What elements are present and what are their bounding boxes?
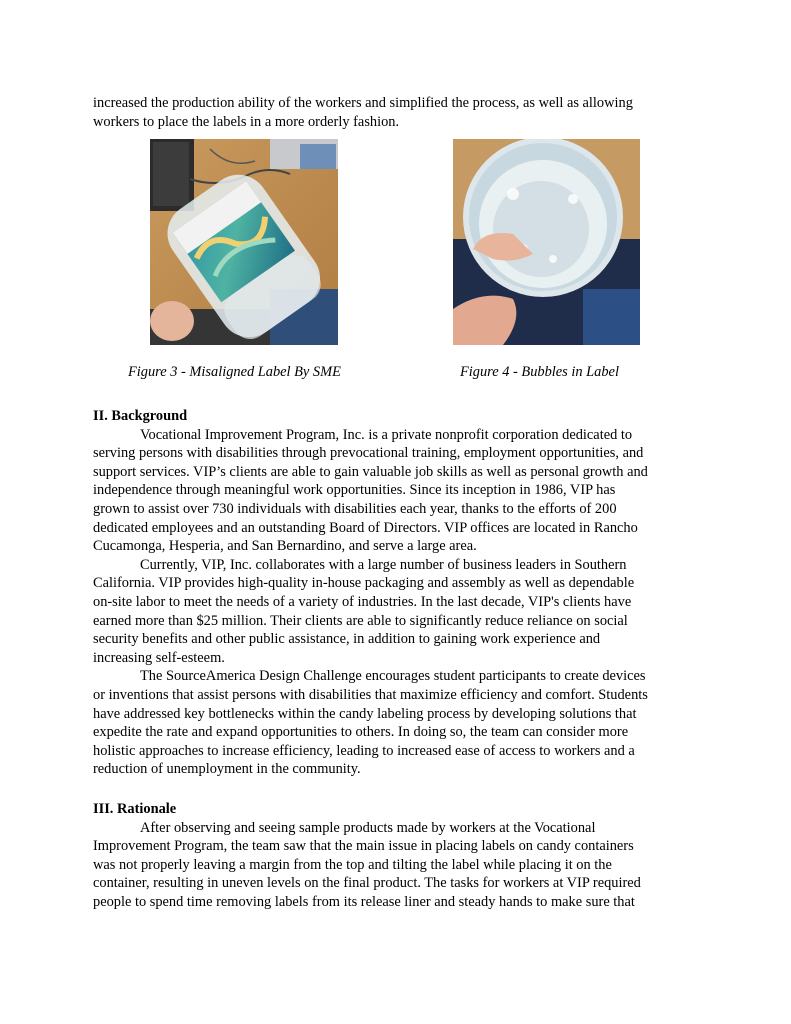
figure-4-image [453,139,640,345]
figure-3-image [150,139,338,345]
intro-line: workers to place the labels in a more orderly fashion. [93,113,400,130]
rationale-section [93,800,703,912]
rationale-heading: III. Rationale [93,801,177,817]
paragraph-line: people to spend time removing labels from its release liner and steady hands to make sure that [93,893,635,910]
misaligned-label-photo [150,139,338,345]
paragraph-line: security benefits and other public assistance, in addition to gaining work experience and [93,631,601,648]
figure-3-caption: Figure 3 - Misaligned Label By SME [128,364,341,380]
paragraph-line: or inventions that assist persons with disabilities that maximize efficiency and comfort. Students [93,686,648,703]
paragraph-line: expedite the rate and expand opportunities to others. In doing so, the team can consider more [93,724,629,741]
paragraph-line: independence through meaningful work opportunities. Since its inception in 1986, VIP has [93,482,616,499]
paragraph-line: earned more than $25 million. Their clients are able to significantly reduce reliance on social [93,612,628,629]
paragraph-line: serving persons with disabilities through prevocational training, employment opportunities, and [93,445,644,462]
background-section [93,407,703,779]
bubbles-in-label-photo [453,139,640,345]
paragraph-line: California. VIP provides high-quality in-house packaging and assembly as well as dependable [93,575,635,592]
paragraph-line: Cucamonga, Hesperia, and San Bernardino, and serve a large area. [93,538,477,555]
paragraph-line: Currently, VIP, Inc. collaborates with a large number of business leaders in Southern [140,556,627,573]
paragraph-line: holistic approaches to increase efficiency, leading to increased ease of access to workers and a [93,742,635,759]
paragraph-line: container, resulting in uneven levels on the final product. The tasks for workers at VIP required [93,875,641,892]
paragraph-line: was not properly leaving a margin from the top and tilting the label while placing it on the [93,856,612,873]
figure-4-caption: Figure 4 - Bubbles in Label [460,364,619,380]
paragraph-line: increasing self-esteem. [93,649,225,666]
intro-paragraph [93,94,703,131]
paragraph-line: Improvement Program, the team saw that the main issue in placing labels on candy containers [93,838,634,855]
background-heading: II. Background [93,408,188,424]
paragraph-line: Vocational Improvement Program, Inc. is a private nonprofit corporation dedicated to [140,426,633,443]
paragraph-line: After observing and seeing sample products made by workers at the Vocational [140,819,596,836]
paragraph-line: reduction of unemployment in the community. [93,761,361,778]
paragraph-line: have addressed key bottlenecks within the candy labeling process by developing solutions that [93,705,637,722]
paragraph-line: grown to assist over 730 individuals with disabilities each year, thanks to the efforts of 200 [93,500,617,517]
paragraph-line: support services. VIP’s clients are able to gain valuable job skills as well as personal growth and [93,463,648,480]
paragraph-line: The SourceAmerica Design Challenge encourages student participants to create devices [140,668,646,685]
paragraph-line: on-site labor to meet the needs of a variety of industries. In the last decade, VIP's clients have [93,593,632,610]
paragraph-line: dedicated employees and an outstanding Board of Directors. VIP offices are located in Rancho [93,519,638,536]
intro-line: increased the production ability of the workers and simplified the process, as well as allowing [93,95,633,111]
